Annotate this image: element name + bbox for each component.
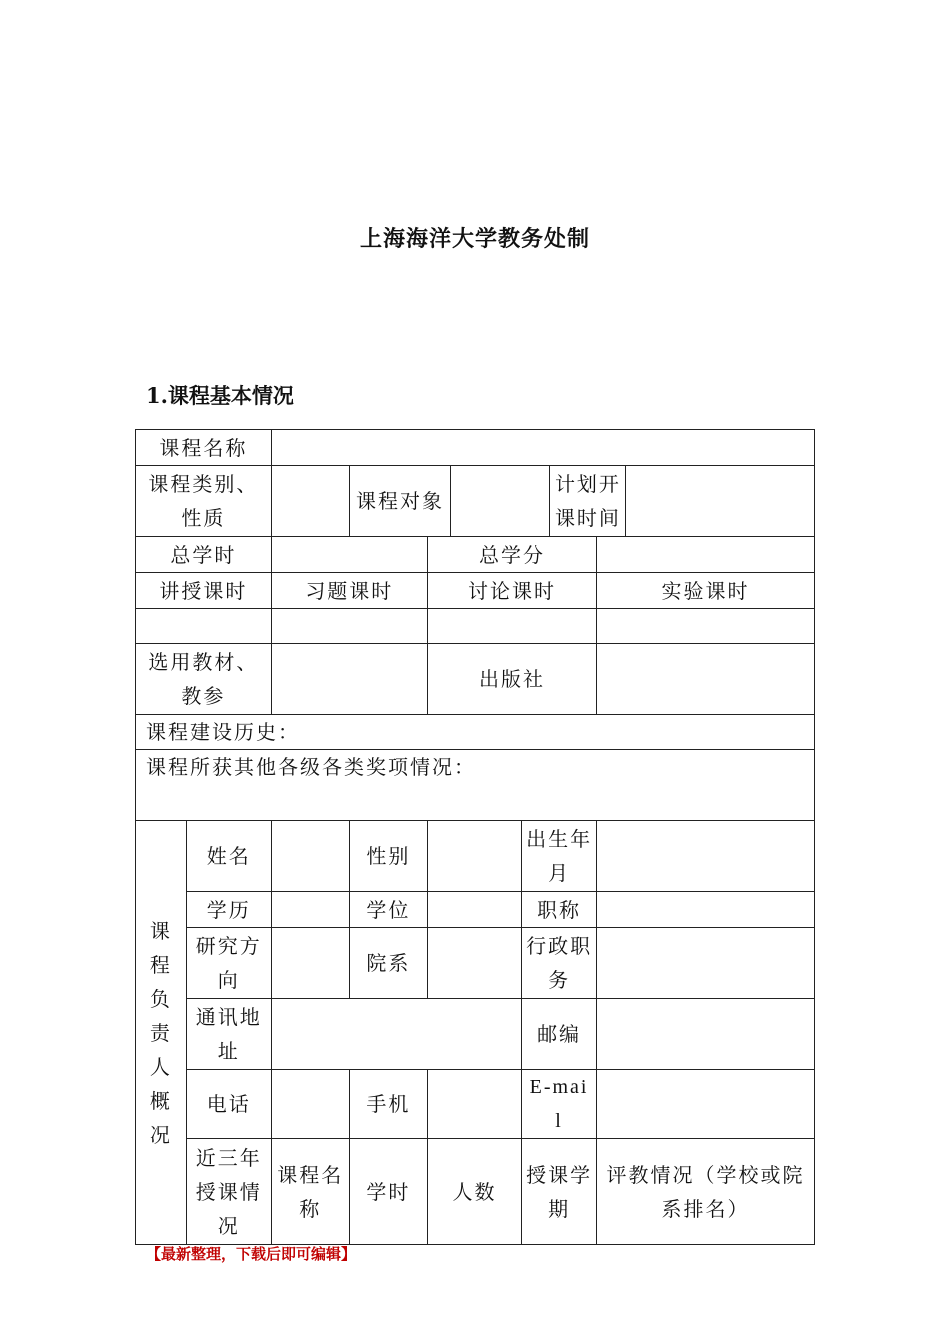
col-course-name-header: 课程名称 <box>271 1139 349 1245</box>
leader-postcode-label: 邮编 <box>522 999 597 1070</box>
table-row <box>136 537 815 573</box>
leader-research-label: 研究方向 <box>186 928 271 999</box>
leader-phone-field[interactable] <box>271 1070 349 1139</box>
lecture-hours-field[interactable] <box>136 609 272 644</box>
lab-hours-field[interactable] <box>597 609 815 644</box>
lecture-hours-label: 讲授课时 <box>136 573 272 609</box>
leader-phone-label: 电话 <box>186 1070 271 1139</box>
total-hours-field[interactable] <box>271 537 427 573</box>
leader-mobile-label: 手机 <box>349 1070 427 1139</box>
footer-note: 【最新整理，下载后即可编辑】 <box>146 1245 357 1263</box>
course-history-field[interactable]: 课程建设历史： <box>136 715 815 750</box>
leader-name-label: 姓名 <box>186 821 271 892</box>
lab-hours-label: 实验课时 <box>597 573 815 609</box>
textbooks-field[interactable] <box>271 644 427 715</box>
leader-degree-field[interactable] <box>427 892 521 928</box>
course-name-label: 课程名称 <box>136 430 272 466</box>
textbooks-label: 选用教材、教参 <box>136 644 272 715</box>
planned-time-label: 计划开课时间 <box>550 466 626 537</box>
page-title: 上海海洋大学教务处制 <box>359 226 590 252</box>
leader-overview-char: 责 <box>149 1020 172 1045</box>
leader-address-label: 通讯地址 <box>186 999 271 1070</box>
table-row <box>136 466 815 537</box>
leader-postcode-field[interactable] <box>597 999 815 1070</box>
table-row <box>136 750 815 821</box>
leader-title-label: 职称 <box>522 892 597 928</box>
planned-time-field[interactable] <box>626 466 815 537</box>
table-row <box>136 928 815 999</box>
leader-title-field[interactable] <box>597 892 815 928</box>
course-category-label: 课程类别、性质 <box>136 466 272 537</box>
col-hours-header: 学时 <box>349 1139 427 1245</box>
leader-email-label: E-mail <box>522 1070 597 1139</box>
leader-gender-label: 性别 <box>349 821 427 892</box>
col-evaluation-header: 评教情况（学校或院系排名） <box>597 1139 815 1245</box>
leader-address-field[interactable] <box>271 999 521 1070</box>
table-row <box>136 609 815 644</box>
leader-mobile-field[interactable] <box>427 1070 521 1139</box>
exercise-hours-field[interactable] <box>271 609 427 644</box>
table-row <box>136 573 815 609</box>
table-row <box>136 1070 815 1139</box>
table-row <box>136 430 815 466</box>
table-row <box>136 999 815 1070</box>
total-credits-label: 总学分 <box>427 537 596 573</box>
discussion-hours-field[interactable] <box>427 609 596 644</box>
leader-department-field[interactable] <box>427 928 521 999</box>
leader-department-label: 院系 <box>349 928 427 999</box>
leader-overview-label <box>136 821 187 1245</box>
leader-birth-label: 出生年月 <box>522 821 597 892</box>
total-hours-label: 总学时 <box>136 537 272 573</box>
leader-overview-char: 人 <box>149 1054 172 1079</box>
section-heading: 1.课程基本情况 <box>146 383 294 408</box>
leader-admin-post-label: 行政职务 <box>522 928 597 999</box>
col-students-header: 人数 <box>427 1139 521 1245</box>
total-credits-field[interactable] <box>597 537 815 573</box>
table-row <box>136 892 815 928</box>
publisher-field[interactable] <box>597 644 815 715</box>
table-row <box>136 715 815 750</box>
leader-birth-field[interactable] <box>597 821 815 892</box>
leader-research-field[interactable] <box>271 928 349 999</box>
table-row <box>136 1139 815 1245</box>
leader-overview-char: 况 <box>149 1122 172 1147</box>
discussion-hours-label: 讨论课时 <box>427 573 596 609</box>
leader-education-field[interactable] <box>271 892 349 928</box>
leader-email-field[interactable] <box>597 1070 815 1139</box>
leader-admin-post-field[interactable] <box>597 928 815 999</box>
leader-education-label: 学历 <box>186 892 271 928</box>
course-name-field[interactable] <box>271 430 814 466</box>
leader-overview-char: 程 <box>149 952 172 977</box>
leader-gender-field[interactable] <box>427 821 521 892</box>
leader-overview-char: 课 <box>149 918 172 943</box>
course-awards-field[interactable]: 课程所获其他各级各类奖项情况： <box>136 750 815 821</box>
course-target-field[interactable] <box>451 466 550 537</box>
publisher-label: 出版社 <box>427 644 596 715</box>
leader-overview-char: 负 <box>149 986 172 1011</box>
leader-name-field[interactable] <box>271 821 349 892</box>
exercise-hours-label: 习题课时 <box>271 573 427 609</box>
recent-teaching-label: 近三年授课情况 <box>186 1139 271 1245</box>
col-term-header: 授课学期 <box>522 1139 597 1245</box>
leader-overview-char: 概 <box>149 1088 172 1113</box>
course-category-field[interactable] <box>271 466 349 537</box>
course-info-table <box>135 429 815 1245</box>
table-row <box>136 644 815 715</box>
leader-degree-label: 学位 <box>349 892 427 928</box>
table-row <box>136 821 815 892</box>
course-target-label: 课程对象 <box>349 466 450 537</box>
